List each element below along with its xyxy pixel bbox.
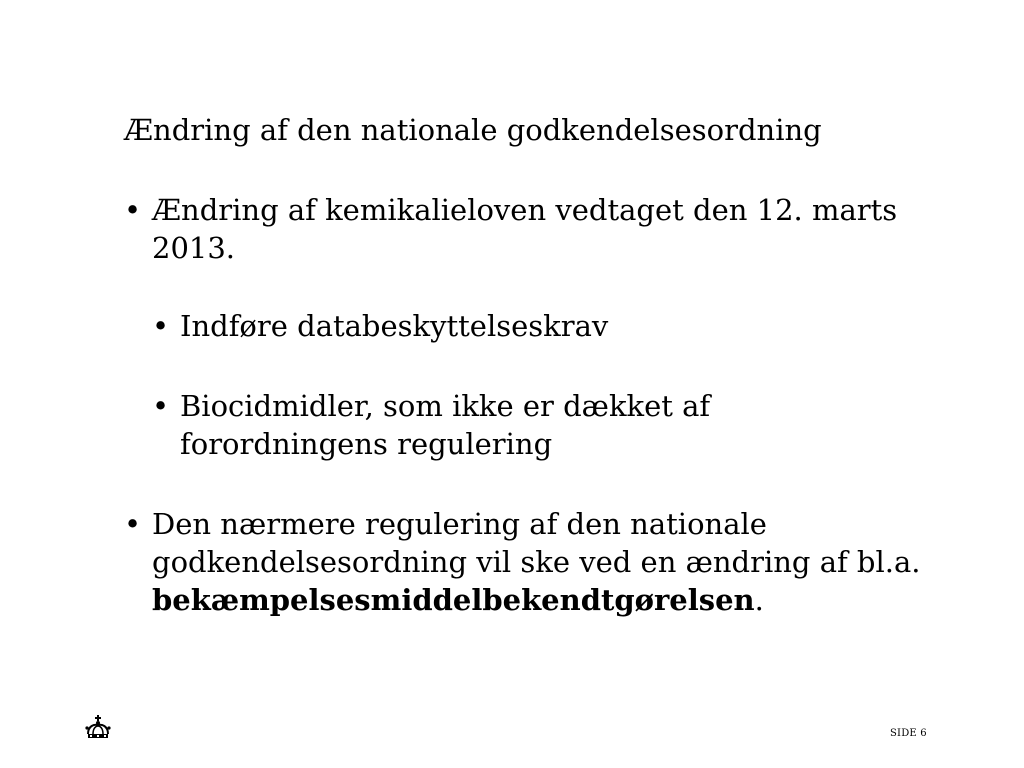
bullet-marker: • bbox=[124, 193, 142, 227]
bullet-text-after: . bbox=[754, 583, 764, 617]
page-number: SIDE 6 bbox=[890, 728, 927, 739]
bullet-level1-amendment bbox=[124, 191, 952, 267]
bullet-marker: • bbox=[124, 507, 142, 541]
bullet-level1-regulation bbox=[124, 505, 972, 619]
bullet-level2-data-protection bbox=[152, 307, 940, 345]
crown-icon bbox=[84, 714, 112, 742]
bullet-text: Biocidmidler, som ikke er dækket af forordningens regulering bbox=[180, 389, 711, 461]
bullet-text-before: Den nærmere regulering af den nationale godkendelsesordning vil ske ved en ændring af bl.a. bbox=[152, 507, 921, 579]
bullet-marker: • bbox=[152, 389, 170, 423]
bullet-text: Indføre databeskyttelseskrav bbox=[180, 309, 609, 343]
bullet-marker: • bbox=[152, 309, 170, 343]
bullet-bold-term: bekæmpelsesmiddelbekendtgørelsen bbox=[152, 583, 755, 617]
slide-title: Ændring af den nationale godkendelsesordning bbox=[124, 113, 822, 147]
bullet-level2-biocides bbox=[152, 387, 780, 463]
bullet-text: Ændring af kemikalieloven vedtaget den 12. marts 2013. bbox=[152, 193, 898, 265]
